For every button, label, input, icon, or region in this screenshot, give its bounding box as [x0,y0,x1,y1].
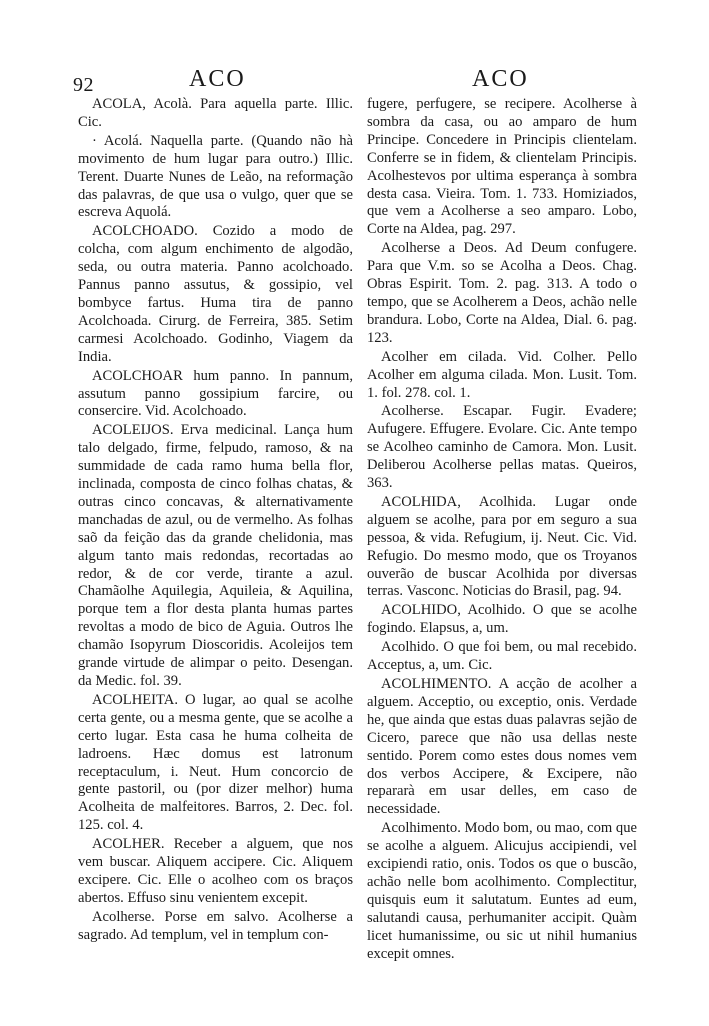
entry-acolheita: ACOLHEITA. O lugar, ao qual se acolhe certa gente, ou a mesma gente, que se acolhe a certo lugar. Esta casa he huma colheita de ladroens. Hæc domus est latronum receptaculum, i. Neut. Hum concorcio de gente pastoril, ou (por dizer melhor) huma Acolheita de malfeitores. Barros, 2. Dec. fol. 125. col. 4. [78,691,353,834]
entry-acolhida: ACOLHIDA, Acolhida. Lugar onde alguem se acolhe, para por em seguro a sua pessoa, & vida. Refugium, ij. Neut. Cic. Vid. Refugio. Do mesmo modo, que os Troyanos ouverão de buscar Acolhida por diversas terras. Vasconc. Noticias do Brasil, pag. 94. [367,493,637,600]
entry-acolher-cilada: Acolher em cilada. Vid. Colher. Pello Acolher em alguma cilada. Mon. Lusit. Tom. 1. fol. 278. col. 1. [367,348,637,401]
entry-acolher: ACOLHER. Receber a alguem, que nos vem buscar. Aliquem accipere. Cic. Aliquem excipere. Cic. Elle o acolheo com os braços abertos. Effuso sinu venientem excepit. [78,836,353,906]
running-head-left: ACO [189,66,246,92]
entry-acolhido: ACOLHIDO, Acolhido. O que se acolhe fogindo. Elapsus, a, um. [367,602,637,637]
entry-acola-sense: · Acolá. Naquella parte. (Quando não hà movimento de hum lugar para outro.) Illic. Terent. Duarte Nunes de Leão, na reformação das palavras, de que usa o vulgo, quer que se escreva Aquolá. [78,132,353,221]
entry-acolherse-continued: fugere, perfugere, se recipere. Acolherse à sombra da casa, ou ao amparo de hum Principe. Concedere in Principis clientelam. Conferre se in fidem, & clientelam Principis. Acolhestevos por ultima esperança à sombra desta casa. Vieira. Tom. 1. 733. Homiziados, que vem a Acolherse a seo amparo. Lobo, Corte na Aldea, pag. 297. [367,96,637,238]
entry-acolherse-deos: Acolherse a Deos. Ad Deum confugere. Para que V.m. so se Acolha a Deos. Chag. Obras Espirit. Tom. 2. pag. 313. A todo o tempo, que se Acolherem a Deos, achão nelle brandura. Lobo, Corte na Aldea, Dial. 6. pag. 123. [367,240,637,346]
entry-acolchoado: ACOLCHOADO. Cozido a modo de colcha, com algum enchimento de algodão, seda, ou outra materia. Panno acolchoado. Pannus panno assutus, & gossipio, vel bombyce fartus. Huma tira de panno Acolchoada. Cirurg. de Ferreira, 385. Setim carmesi Acolchoado. Godinho, Viagem da India. [78,223,353,365]
entry-acoleijos: ACOLEIJOS. Erva medicinal. Lança hum talo delgado, firme, felpudo, ramoso, & na summidade de cada ramo huma bella flor, inclinada, composta de cinco folhas chatas, & outras cinco concavas, & alternativamente manchadas de azul, ou de vermelho. As folhas saõ da feição das da grande chelidonia, mas algum tanto mais redondas, recortadas ao redor, & de cor verde, tirante a azul. Chamãolhe Aquilegia, Aquileia, & Aquilina, porque tem a flor desta planta humas partes revoltas a modo de bico de Aguia. Outros lhe chamão Isopyrum Dioscoridis. Acoleijos tem grande virtude de alimpar o peito. Desengan. da Medic. fol. 39. [78,422,353,689]
entry-acolherse-escapar: Acolherse. Escapar. Fugir. Evadere; Aufugere. Effugere. Evolare. Cic. Ante tempo se Acolheo caminho de Camora. Mon. Lusit. Deliberou Acolherse pellas matas. Queiros, 363. [367,403,637,492]
entry-acolherse: Acolherse. Porse em salvo. Acolherse a sagrado. Ad templum, vel in templum con- [78,908,353,943]
entry-acolhimento: ACOLHIMENTO. A acção de acolher a alguem. Acceptio, ou exceptio, onis. Verdade he, que ainda que estas duas palavras sejão de Cicero, parece que não usa dellas neste sentido. Porem como estes dous nomes vem dos verbos Accipere, & Excipere, não repararà em usar delles, em caso de necessidade. [367,676,637,818]
right-column [367,96,637,964]
left-column [78,96,353,945]
page-number: 92 [73,74,94,96]
entry-acolhimento-sense: Acolhimento. Modo bom, ou mao, com que se acolhe a alguem. Alicujus accipiendi, vel excipiendi ratio, onis. Todos os que o buscão, achão nelle bom acolhimento. Complectitur, quisquis eum it salutatum. Euntes ad eum, salutandi causa, perhumaniter accipit. Quàm licet humanissime, ou sic ut nihil humanius excepit omnes. [367,820,637,962]
running-head-right: ACO [472,66,529,92]
entry-acola: ACOLA, Acolà. Para aquella parte. Illic. Cic. [78,96,353,130]
entry-acolhido-sense: Acolhido. O que foi bem, ou mal recebido. Acceptus, a, um. Cic. [367,639,637,674]
entry-acolchoar: ACOLCHOAR hum panno. In pannum, assutum panno gossipium farcire, ou consercire. Vid. Acolchoado. [78,367,353,420]
